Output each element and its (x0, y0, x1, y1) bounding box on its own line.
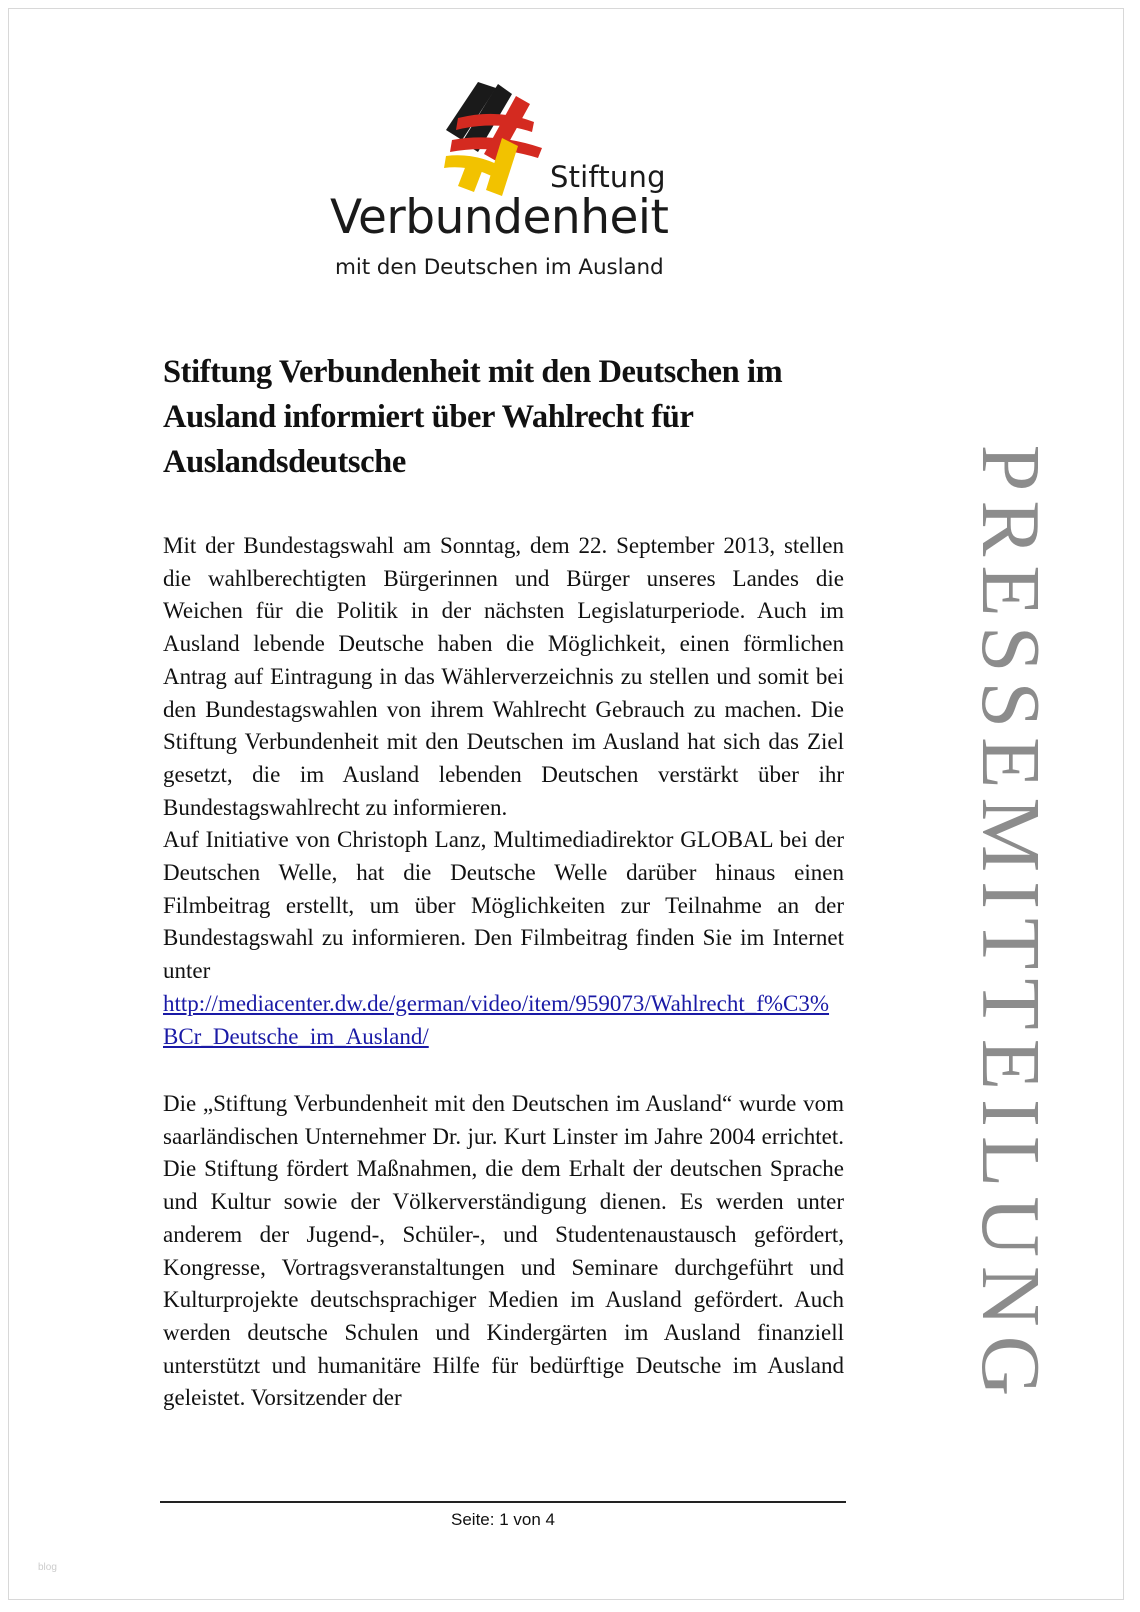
footer-divider (160, 1501, 846, 1503)
paragraph-1-text: Mit der Bundestagswahl am Sonntag, dem 22. September 2013, stellen die wahlberechtigten Bürgerinnen und Bürger unseres Landes die Weichen für die Politik in der nächsten Legislaturperiode. Auch im Ausland lebende Deutsche haben die Möglichkeit, einen förmlichen Antrag auf Eintragung in das Wählerverzeichnis zu stellen und somit bei den Bundestagswahlen von ihrem Wahlrecht Gebrauch zu machen. Die Stiftung Verbundenheit mit den Deutschen im Ausland hat sich das Ziel gesetzt, die im Ausland lebenden Deutschen verstärkt über ihr Bundestagswahlrecht zu informieren. (163, 533, 844, 820)
side-label-pressemitteilung: PRESSEMITTEILUNG (964, 444, 1057, 1406)
watermark: blog (38, 1562, 57, 1573)
paragraph-1 (163, 530, 844, 1053)
page-title: Stiftung Verbundenheit mit den Deutschen im Ausland informiert über Wahlrecht für Auslandsdeutsche (163, 354, 783, 480)
logo-subtitle: mit den Deutschen im Ausland (335, 255, 664, 280)
paragraph-2: Die „Stiftung Verbundenheit mit den Deutschen im Ausland“ wurde vom saarländischen Unternehmer Dr. jur. Kurt Linster im Jahre 2004 errichtet. Die Stiftung fördert Maßnahmen, die dem Erhalt der deutschen Sprache und Kultur sowie der Völkerverständigung dienen. Es werden unter anderem der Jugend-, Schüler-, und Studentenaustausch gefördert, Kongresse, Vortragsveranstaltungen und Seminare durchgeführt und Kulturprojekte deutschsprachiger Medien im Ausland gefördert. Auch werden deutsche Schulen und Kindergärten im Ausland finanziell unterstützt und humanitäre Hilfe für bedürftige Deutsche im Ausland geleistet. Vorsitzender der (163, 1091, 844, 1411)
paragraph-1b-text: Auf Initiative von Christoph Lanz, Multimediadirektor GLOBAL bei der Deutschen Welle, hat die Deutsche Welle darüber hinaus einen Filmbeitrag erstellt, um über Möglichkeiten zur Teilnahme an der Bundestagswahl zu informieren. Den Filmbeitrag finden Sie im Internet unter (163, 827, 844, 984)
page-number: Seite: 1 von 4 (451, 1510, 555, 1529)
video-link[interactable]: http://mediacenter.dw.de/german/video/item/959073/Wahlrecht_f%C3%BCr_Deutsche_im_Ausland/ (163, 990, 830, 1049)
logo-word-verbundenheit: Verbundenheit (330, 190, 669, 245)
logo-word-stiftung: Stiftung (550, 160, 666, 194)
logo-emblem-icon (438, 78, 548, 198)
foundation-logo (330, 78, 690, 288)
